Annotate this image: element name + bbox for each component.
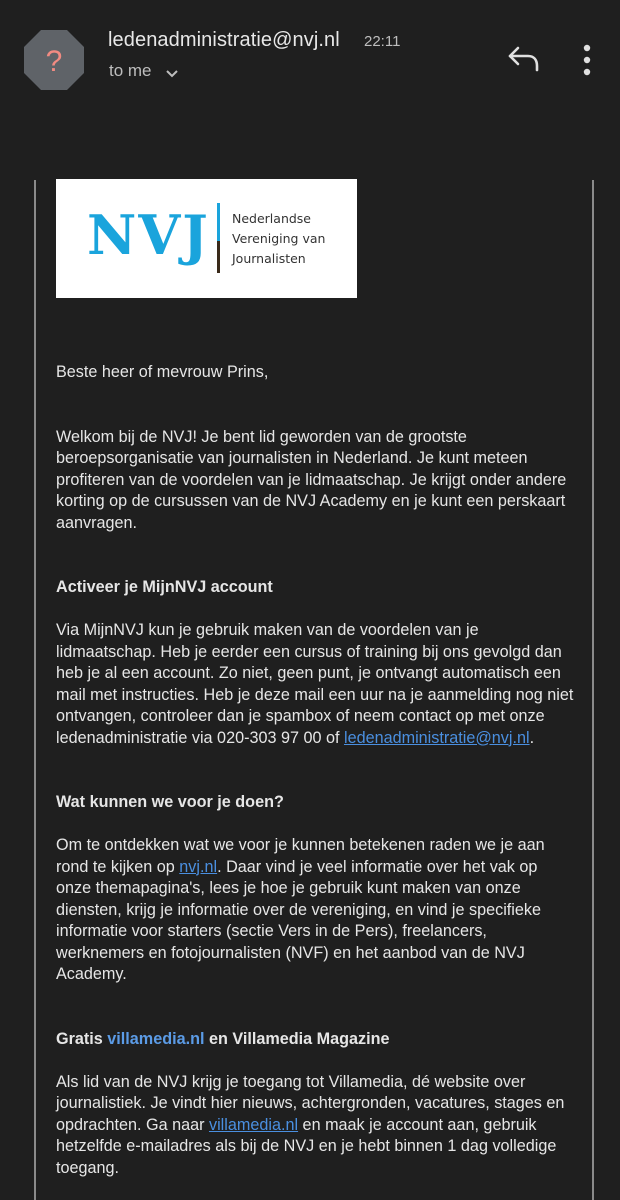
email-link[interactable]: ledenadministratie@nvj.nl	[343, 728, 530, 747]
message-body	[56, 362, 576, 1200]
logo-divider-lower	[217, 241, 220, 273]
logo-divider	[217, 203, 220, 241]
chevron-down-icon[interactable]	[164, 66, 180, 82]
unknown-sender-icon[interactable]	[22, 28, 86, 92]
logo-mark: NVJ	[87, 203, 210, 267]
more-options-button[interactable]	[575, 40, 599, 80]
villamedia-paragraph: Als lid van de NVJ krijg je toegang tot Villamedia, dé website over journalistiek. Je vindt hier nieuws, achtergronden, vacatures, stages en opdrachten. Ga naar villamedia.nl en maak je account aan, gebruik hetzelfde e-mailadres als bij de NVJ en je hebt binnen 1 dag volledige toegang.	[56, 1072, 565, 1177]
message-border-right	[592, 180, 594, 1200]
section-heading-services: Wat kunnen we voor je doen?	[56, 793, 284, 811]
section-heading-villamedia: Gratis villamedia.nl en Villamedia Magazine	[56, 1029, 390, 1048]
section-heading-account: Activeer je MijnNVJ account	[56, 578, 273, 596]
nvj-logo	[56, 179, 357, 298]
svg-text:?: ?	[45, 45, 63, 78]
nvj-website-link[interactable]: nvj.nl	[179, 857, 218, 876]
villamedia-link[interactable]: villamedia.nl	[208, 1115, 299, 1134]
reply-button[interactable]	[506, 44, 542, 74]
account-paragraph: Via MijnNVJ kun je gebruik maken van de voordelen van je lidmaatschap. Heb je eerder een cursus of training bij ons gevolgd dan heb je al een account. Zo niet, geen punt, je ontvangt automatisch een mail met instructies. Heb je deze mail een uur na je aanmelding nog niet ontvangen, controleer dan je spambox of neem contact op met onze ledenadministratie via 020-303 97 00 of ledenadministratie@nvj.nl.	[56, 621, 574, 747]
greeting: Beste heer of mevrouw Prins,	[56, 363, 269, 381]
sender-address[interactable]: ledenadministratie@nvj.nl	[108, 29, 340, 51]
logo-text: Nederlandse Vereniging van Journalisten	[232, 211, 326, 266]
recipient-label[interactable]: to me	[109, 61, 152, 80]
more-vert-icon	[575, 40, 599, 80]
welcome-paragraph: Welkom bij de NVJ! Je bent lid geworden van de grootste beroepsorganisatie van journalisten in Nederland. Je kunt meteen profiteren van de voordelen van je lidmaatschap. Je krijgt onder andere korting op de cursussen van de NVJ Academy en je kunt een perskaart aanvragen.	[56, 427, 567, 532]
message-border-left	[34, 180, 36, 1200]
villamedia-heading-link[interactable]: villamedia.nl	[107, 1029, 205, 1048]
services-paragraph: Om te ontdekken wat we voor je kunnen betekenen raden we je aan rond te kijken op nvj.nl. Daar vind je veel informatie over het vak op onze themapagina's, lees je hoe je gebruik kunt maken van onze diensten, krijg je informatie over de vereniging, en vind je specifieke informatie voor starters (sectie Vers in de Pers), freelancers, werknemers en fotojournalisten (NVF) en het aanbod van de NVJ Academy.	[56, 836, 545, 983]
timestamp: 22:11	[364, 33, 401, 50]
reply-icon	[506, 44, 542, 74]
